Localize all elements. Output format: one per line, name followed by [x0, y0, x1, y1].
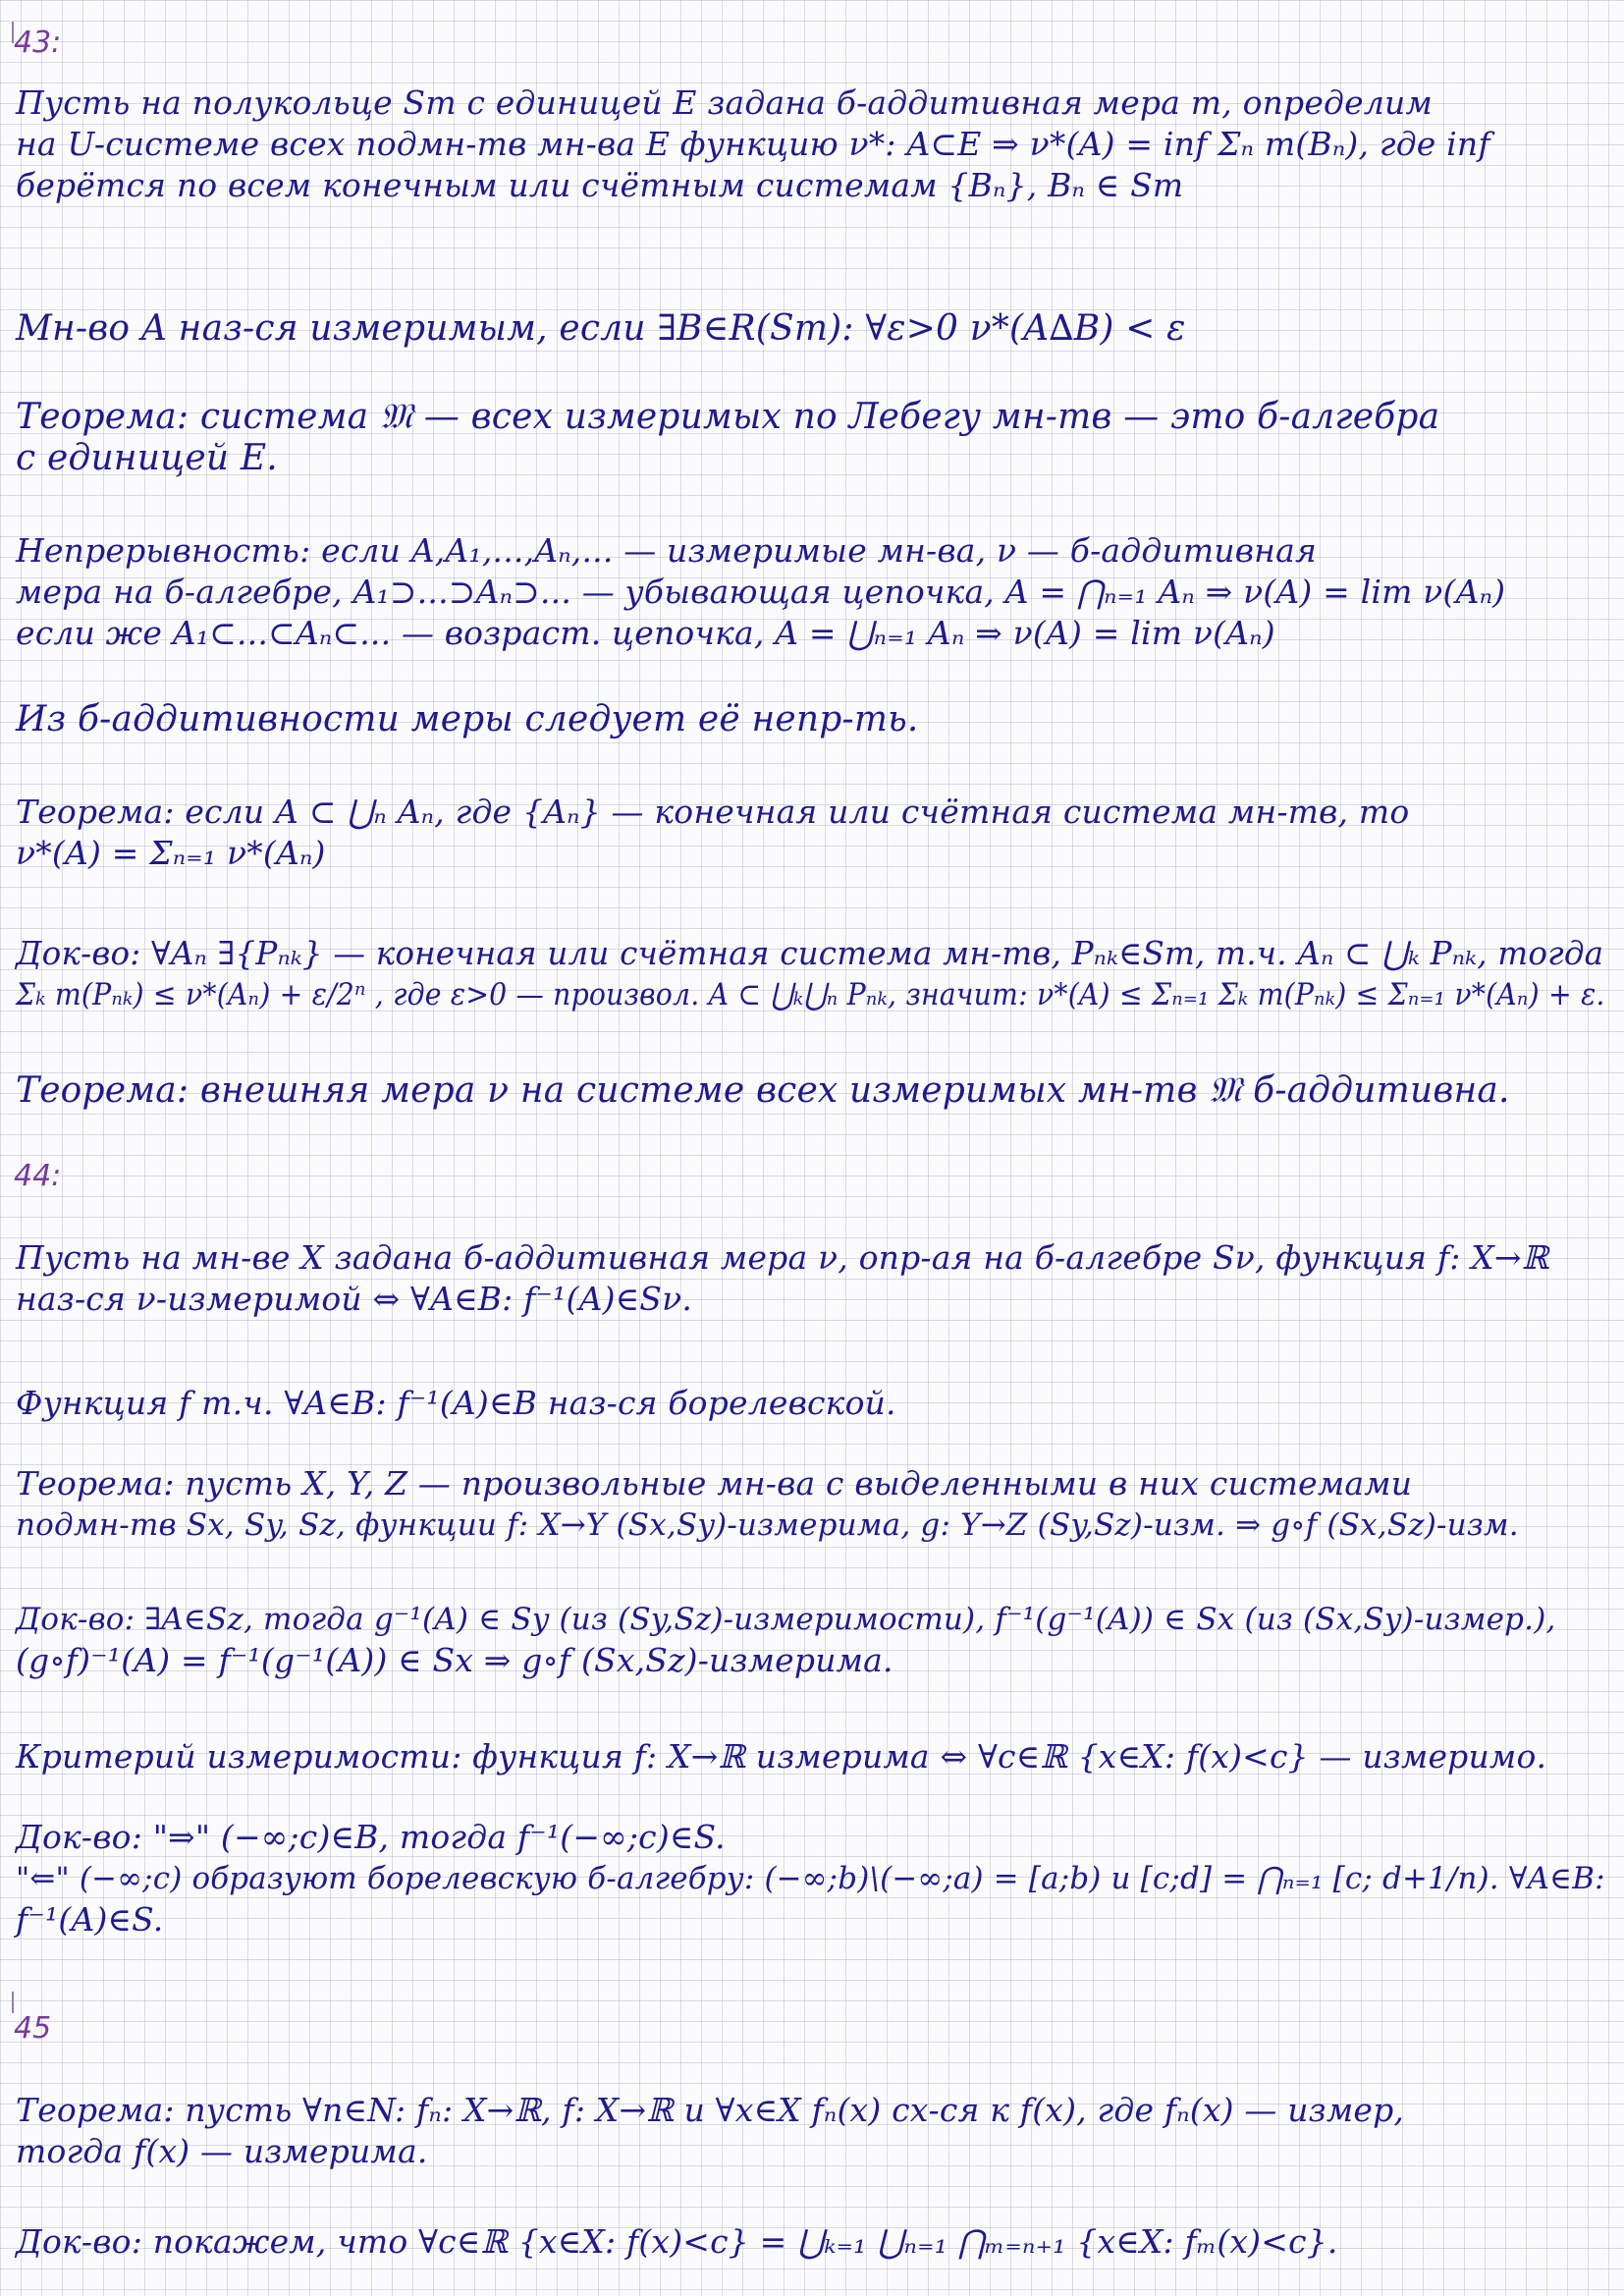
paragraph-definition-outer-measure [16, 82, 1606, 206]
text-line: Σₖ m(Pₙₖ) ≤ ν*(Aₙ) + ε/2ⁿ , где ε>0 — произвол. A ⊂ ⋃ₖ⋃ₙ Pₙₖ, значит: ν*(A) ≤ Σₙ₌₁ Σₖ m(Pₙₖ) ≤ Σₙ₌₁ ν*(Aₙ) + ε. [16, 977, 1605, 1012]
text-line: (g∘f)⁻¹(A) = f⁻¹(g⁻¹(A)) ∈ Sx ⇒ g∘f (Sx,Sz)-измерима. [16, 1641, 893, 1679]
text-line: Теорема: пусть ∀n∈N: fₙ: X→ℝ, f: X→ℝ и ∀x∈X fₙ(x) сх-ся к f(x), где fₙ(x) — измер, [16, 2091, 1405, 2129]
text-line: Из б-аддитивности меры следует её непр-ть. [16, 699, 919, 739]
text-line: Мн-во A наз-ся измеримым, если ∃B∈R(Sm): ∀ε>0 ν*(A∆B) < ε [16, 308, 1186, 349]
text-line: Док-во: покажем, что ∀c∈ℝ {x∈X: f(x)<c} = ⋃ₖ₌₁ ⋃ₙ₌₁ ⋂ₘ₌ₙ₊₁ {x∈X: fₘ(x)<c}. [16, 2222, 1338, 2261]
section-number-43: 43: [14, 26, 62, 60]
paragraph-proof-criterion [16, 1817, 1606, 1941]
paragraph-theorem-composition [16, 1463, 1606, 1546]
text-line: Теорема: если A ⊂ ⋃ₙ Aₙ, где {Aₙ} — конечная или счётная система мн-тв, то [16, 793, 1410, 831]
text-line: на U-системе всех подмн-тв мн-ва E функцию ν*: A⊂E ⇒ ν*(A) = inf Σₙ m(Bₙ), где inf [16, 125, 1490, 163]
paragraph-theorem-sigma-algebra [16, 397, 1606, 479]
paragraph-proof-subadditivity [16, 933, 1606, 1015]
text-line: Пусть на мн-ве X задана б-аддитивная мера ν, опр-ая на б-алгебре Sν, функция f: X→ℝ [16, 1238, 1549, 1277]
text-line: Функция f т.ч. ∀A∈B: f⁻¹(A)∈B наз-ся борелевской. [16, 1384, 896, 1422]
text-line: Теорема: внешняя мера ν на системе всех измеримых мн-тв 𝔐 б-аддитивна. [16, 1070, 1510, 1111]
paragraph-theorem-outer-measure-additive [16, 1070, 1606, 1112]
paragraph-borel-function [16, 1383, 1606, 1424]
text-line: "⇐" (−∞;c) образуют борелевскую б-алгебру: (−∞;b)\(−∞;a) = [a;b) и [c;d] = ⋂ₙ₌₁ [c; d+1/n). ∀A∈B: [16, 1861, 1605, 1896]
text-line: мера на б-алгебре, A₁⊃...⊃Aₙ⊃... — убывающая цепочка, A = ⋂ₙ₌₁ Aₙ ⇒ ν(A) = lim ν(Aₙ) [16, 573, 1506, 611]
text-line: Критерий измеримости: функция f: X→ℝ измерима ⇔ ∀c∈ℝ {x∈X: f(x)<c} — измеримо. [16, 1737, 1547, 1776]
text-line: с единицей E. [16, 438, 278, 478]
margin-mark [12, 1992, 14, 2013]
section-number-44: 44: [14, 1159, 62, 1193]
text-line: Непрерывность: если A,A₁,...,Aₙ,... — измеримые мн-ва, ν — б-аддитивная [16, 531, 1317, 570]
text-line: наз-ся ν-измеримой ⇔ ∀A∈B: f⁻¹(A)∈Sν. [16, 1280, 692, 1318]
paragraph-theorem-limit-measurable [16, 2090, 1606, 2172]
section-number-45: 45 [14, 2011, 52, 2046]
text-line: Док-во: ∃A∈Sz, тогда g⁻¹(A) ∈ Sy (из (Sy,Sz)-измеримости), f⁻¹(g⁻¹(A)) ∈ Sx (из (Sx,Sy)-измер.), [16, 1602, 1556, 1637]
text-line: Док-во: ∀Aₙ ∃{Pₙₖ} — конечная или счётная система мн-тв, Pₙₖ∈Sm, т.ч. Aₙ ⊂ ⋃ₖ Pₙₖ, тогда [16, 934, 1604, 972]
text-line: Пусть на полукольце Sm с единицей E задана б-аддитивная мера m, определим [16, 83, 1434, 122]
text-line: подмн-тв Sx, Sy, Sz, функции f: X→Y (Sx,Sy)-измерима, g: Y→Z (Sy,Sz)-изм. ⇒ g∘f (Sx,Sz)-изм. [16, 1507, 1519, 1543]
paragraph-definition-measurable-function [16, 1237, 1606, 1320]
paragraph-theorem-subadditivity [16, 792, 1606, 874]
paragraph-proof-limit [16, 2221, 1606, 2263]
paragraph-definition-measurable [16, 308, 1606, 350]
text-line: Док-во: "⇒" (−∞;c)∈B, тогда f⁻¹(−∞;c)∈S. [16, 1818, 726, 1856]
text-line: f⁻¹(A)∈S. [16, 1900, 164, 1939]
text-line: если же A₁⊂...⊂Aₙ⊂... — возраст. цепочка, A = ⋃ₙ₌₁ Aₙ ⇒ ν(A) = lim ν(Aₙ) [16, 614, 1275, 652]
paragraph-continuity [16, 530, 1606, 654]
paragraph-continuity-corollary [16, 699, 1606, 740]
text-line: ν*(A) = Σₙ₌₁ ν*(Aₙ) [16, 834, 326, 872]
paragraph-measurability-criterion [16, 1736, 1606, 1777]
text-line: тогда f(x) — измерима. [16, 2132, 428, 2170]
text-line: Теорема: система 𝔐 — всех измеримых по Лебегу мн-тв — это б-алгебра [16, 397, 1440, 437]
text-line: Теорема: пусть X, Y, Z — произвольные мн-ва с выделенными в них системами [16, 1464, 1413, 1503]
paragraph-proof-composition [16, 1599, 1606, 1681]
text-line: берётся по всем конечным или счётным системам {Bₙ}, Bₙ ∈ Sm [16, 166, 1184, 204]
